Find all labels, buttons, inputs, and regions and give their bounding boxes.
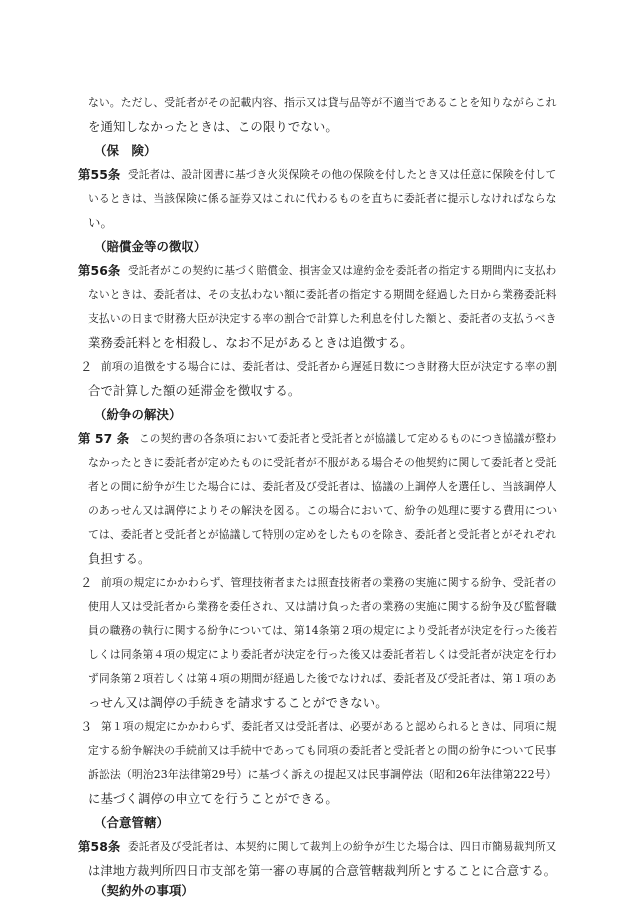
text-line: 前項の規定にかかわらず、管理技術者または照査技術者の業務の実施に関する紛争、受託者の (101, 576, 557, 589)
article-number: 第55条 (78, 167, 121, 182)
text-line: 定する紛争解決の手続前又は手続中であっても同項の委託者と受託者との間の紛争について民事 (88, 744, 557, 757)
section-heading: （保 険） (94, 143, 157, 158)
text-line: ず同条第２項若しくは第４項の期間が経過した後でなければ、委託者及び受託者は、第１項のあ (88, 672, 557, 685)
text-line: を通知しなかったときは、この限りでない。 (88, 119, 338, 134)
text-line: しくは同条第４項の規定により委託者が決定を行った後又は委託者若しくは受託者が決定を行わ (88, 648, 557, 661)
text-line: 者との間に紛争が生じた場合には、委託者及び受託者は、協議の上調停人を選任し、当該調停人 (88, 480, 557, 493)
text-line: いるときは、当該保険に係る証券又はこれに代わるものを直ちに委託者に提示しなければならな (88, 192, 557, 205)
paragraph-number: ３ (80, 719, 93, 734)
text-line: 員の職務の執行に関する紛争については、第14条第２項の規定により受託者が決定を行った後若 (88, 624, 558, 637)
section-heading: （契約外の事項） (94, 883, 194, 898)
section-heading: （合意管轄） (94, 815, 169, 830)
text-line: 負担する。 (88, 551, 151, 566)
text-line: ては、委託者と受託者とが協議して特別の定めをしたものを除き、委託者と受託者とがそれぞれ (88, 528, 557, 541)
text-line: 受託者がこの契約に基づく賠償金、損害金又は違約金を委託者の指定する期間内に支払わ (128, 264, 557, 277)
text-line: ないときは、委託者は、その支払わない額に委託者の指定する期間を経過した日から業務委託料 (88, 288, 557, 301)
text-line: に基づく調停の申立てを行うことができる。 (88, 791, 338, 806)
text-line: 業務委託料とを相殺し、なお不足があるときは追徴する。 (88, 335, 413, 350)
article-number: 第58条 (78, 839, 121, 854)
article-number: 第56条 (78, 263, 121, 278)
text-line: 使用人又は受託者から業務を委任され、又は請け負った者の業務の実施に関する紛争及び監督職 (88, 600, 557, 613)
text-line: 委託者及び受託者は、本契約に関して裁判上の紛争が生じた場合は、四日市簡易裁判所又 (128, 840, 557, 853)
text-line: い。 (88, 215, 113, 230)
paragraph-number: ２ (80, 575, 93, 590)
article-number: 第 57 条 (78, 431, 130, 446)
text-line: 前項の追徴をする場合には、委託者は、受託者から遅延日数につき財務大臣が決定する率の割 (101, 360, 558, 373)
text-line: は津地方裁判所四日市支部を第一審の専属的合意管轄裁判所とすることに合意する。 (88, 864, 557, 878)
paragraph-number: ２ (80, 359, 93, 374)
text-line: 第１項の規定にかかわらず、委託者又は受託者は、必要があると認められるときは、同項に規 (101, 720, 557, 733)
text-line: っせん又は調停の手続きを請求することができない。 (88, 695, 388, 710)
section-heading: （賠償金等の徴収） (94, 239, 207, 254)
text-line: この契約書の各条項において委託者と受託者とが協議して定めるものにつき協議が整わ (139, 432, 557, 445)
section-heading: （紛争の解決） (94, 407, 182, 422)
text-line: ない。ただし、受託者がその記載内容、指示又は貸与品等が不適当であることを知りながらこれ (88, 96, 557, 109)
text-line: 支払いの日まで財務大臣が決定する率の割合で計算した利息を付した額と、委託者の支払うべき (88, 312, 557, 325)
text-line: 合で計算した額の延滞金を徴収する。 (88, 383, 301, 398)
text-line: 訴訟法（明治23年法律第29号）に基づく訴えの提起又は民事調停法（昭和26年法律第222号） (88, 768, 557, 781)
text-line: なかったときに委託者が定めたものに受託者が不服がある場合その他契約に関して委託者と受託 (88, 456, 557, 469)
text-line: のあっせん又は調停によりその解決を図る。この場合において、紛争の処理に要する費用につい (88, 504, 558, 517)
text-line: 受託者は、設計図書に基づき火災保険その他の保険を付したとき又は任意に保険を付して (128, 168, 557, 181)
